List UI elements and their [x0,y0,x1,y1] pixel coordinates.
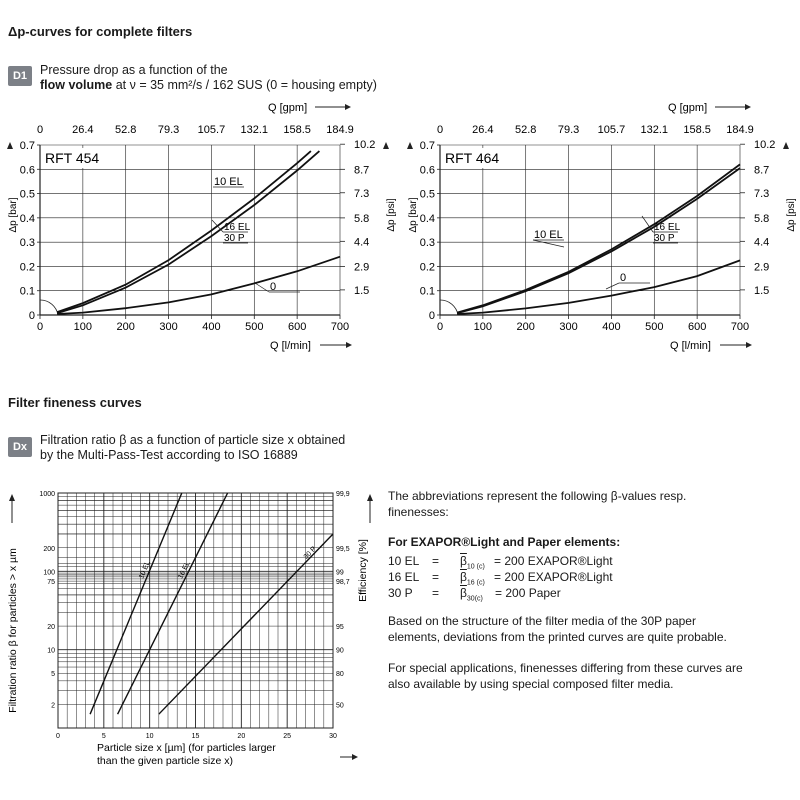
y-tick-label: 0.1 [419,285,435,298]
y-tick-label: 0 [428,310,435,322]
y-axis-label: Δp [bar] [408,197,419,233]
right-tick-label: 10.2 [754,139,776,152]
top-tick-label: 0 [36,124,44,136]
top-axis-arrow-head [345,104,351,110]
x-axis-arrow-head [352,754,358,760]
legend-rows [388,553,688,601]
curve-label-10el-text: 10 EL [534,229,563,241]
curve-label-0 [606,272,650,289]
top-tick-label: 105.7 [197,124,226,136]
y-tick-label: 0.3 [19,237,35,250]
curve-label-10el-leader [533,240,564,247]
legend-row [388,569,688,585]
x-axis-label: Q [l/min] [670,340,711,352]
y-tick-label: 0.4 [19,212,35,225]
y-tick-label: 0.6 [19,164,35,177]
legend-note1 [388,613,793,645]
legend-heading: For EXAPOR®Light and Paper elements: [388,535,621,549]
curve-label-0-text: 0 [270,281,277,293]
top-axis-label: Q [gpm] [268,102,308,114]
right-tick-label: 8.7 [754,164,770,177]
y-tick-label: 0.6 [419,164,435,177]
y-tick-label: 0.5 [19,188,35,201]
chart-rft464 [400,95,800,360]
right-axis-arrow-head [383,142,389,149]
top-tick-label: 52.8 [515,124,537,136]
right-tick-label: 2.9 [754,261,770,274]
x-tick-label: 500 [645,321,664,333]
right-tick-label: 90 [336,647,344,655]
dx-subtitle-line2: by the Multi-Pass-Test according to ISO 16889 [40,448,298,462]
x-tick-label: 0 [36,321,44,333]
y-tick-label: 75 [47,579,55,587]
top-tick-label: 158.5 [683,124,711,136]
chart-title: RFT 454 [45,150,100,166]
y-tick-label: 0.3 [419,237,435,250]
right-tick-label: 99 [336,569,344,577]
series-label-16-el: 16 EL [177,560,192,580]
y-tick-label: 0.5 [419,188,435,201]
x-tick-label: 0 [56,733,60,740]
right-tick-label: 5.8 [754,212,770,225]
top-tick-label: 79.3 [157,124,180,136]
right-tick-label: 98,7 [336,579,350,587]
top-tick-label: 79.3 [557,124,580,136]
x-tick-label: 100 [473,321,493,333]
curve-label-16el-30p-text: 16 EL [224,222,251,233]
x-tick-label: 300 [559,321,578,333]
series-line-0 [57,257,340,314]
y-axis-arrow-head [9,494,15,501]
y-tick-label: 100 [43,569,55,577]
top-axis-arrow-head [745,104,751,110]
chart-fineness [0,475,385,790]
y-axis-arrow-head [7,142,13,149]
top-tick-label: 184.9 [726,124,754,136]
legend-beta: $\overline{\beta}_{16 (c)}$ [460,570,485,587]
x-tick-label: 0 [436,321,444,333]
top-tick-label: 105.7 [597,124,626,136]
top-tick-label: 158.5 [283,124,311,136]
legend-value: = 200 EXAPOR®Light [494,554,613,568]
legend-intro-line2: finenesses: [388,505,449,519]
curve-label-10el [533,229,564,247]
badge-dx: Dx [8,437,32,457]
top-tick-label: 26.4 [472,124,494,136]
curve-label-10el [213,176,244,188]
legend-intro [388,488,793,520]
y-axis-label: Filtration ratio β for particles > x µm [7,548,19,713]
curve-label-16el-30p-text: 16 EL [654,222,681,233]
section-title-dp-curves: Δp-curves for complete filters [8,24,193,39]
x-tick-label: 200 [116,321,135,333]
d1-subtitle-rest: at ν = 35 mm²/s / 162 SUS (0 = housing empty) [112,78,377,92]
legend-code: 10 EL [388,554,420,568]
chart-rft454 [0,95,400,360]
y-tick-label: 0 [28,310,35,322]
x-tick-label: 600 [687,321,707,333]
curve-label-10el-text: 10 EL [214,176,243,188]
x-axis-label-line2: than the given particle size x) [97,755,233,767]
right-axis-label: Δp [psi] [386,198,397,232]
x-tick-label: 700 [730,321,750,333]
series-line-0 [457,260,740,314]
dx-subtitle-line1: Filtration ratio β as a function of particle size x obtained [40,433,346,447]
x-axis-arrow-head [746,342,752,348]
d1-subtitle-bold: flow volume [40,78,113,92]
badge-d1: D1 [8,66,32,86]
curve-label-16el-30p-leader [212,220,223,232]
right-tick-label: 1.5 [754,284,770,297]
x-tick-label: 300 [159,321,178,333]
legend-beta: $\overline{\beta}_{30(c)}$ [460,586,483,603]
y-tick-label: 0.2 [419,261,435,274]
legend-note2-line2: also available by using special composed filter media. [388,677,674,691]
series-label-30-p: 30 P [302,545,318,561]
y-tick-label: 0.7 [19,140,35,152]
right-tick-label: 7.3 [754,187,770,200]
x-tick-label: 500 [245,321,264,333]
d1-subtitle [40,63,377,93]
right-tick-label: 4.4 [754,236,770,249]
legend-note1-line1: Based on the structure of the filter media of the 30P paper [388,614,696,628]
y-tick-label: 20 [47,624,55,632]
right-tick-label: 7.3 [354,187,370,200]
dx-subtitle [40,433,345,463]
right-axis-label: Efficiency [%] [357,539,369,602]
right-tick-label: 95 [336,624,344,632]
x-tick-label: 10 [145,733,154,740]
legend-code: 30 P [388,586,413,600]
top-tick-label: 132.1 [240,124,269,136]
legend-intro-line1: The abbreviations represent the following β-values resp. [388,489,687,503]
x-axis-arrow-head [346,342,352,348]
y-tick-label: 2 [51,702,55,710]
curve-label-0 [255,281,300,293]
x-tick-label: 25 [283,733,292,740]
x-tick-label: 20 [237,733,246,740]
right-tick-label: 99,9 [336,491,350,498]
curve-label-16el-30p-text: 30 P [654,233,675,244]
right-tick-label: 50 [336,702,344,710]
section-title-fineness: Filter fineness curves [8,395,142,410]
housing-arc [440,300,458,315]
x-axis-label: Particle size x [µm] (for particles larger [97,742,276,754]
right-tick-label: 99,5 [336,545,350,553]
y-tick-label: 0.7 [419,140,435,152]
legend-equals: = [432,554,440,568]
x-tick-label: 400 [202,321,221,333]
legend-equals: = [432,586,440,600]
x-tick-label: 100 [73,321,93,333]
y-tick-label: 0.1 [19,285,35,298]
legend-note1-line2: elements, deviations from the printed curves are quite probable. [388,630,727,644]
right-axis-arrow-head [783,142,789,149]
legend-note2 [388,660,793,692]
x-tick-label: 600 [287,321,307,333]
x-tick-label: 700 [330,321,350,333]
right-axis-arrow-head [367,494,373,501]
top-tick-label: 26.4 [72,124,94,136]
right-axis-label: Δp [psi] [786,198,797,232]
y-tick-label: 0.4 [419,212,435,225]
x-axis-label: Q [l/min] [270,340,311,352]
y-tick-label: 200 [43,545,55,553]
right-tick-label: 10.2 [354,139,376,152]
legend-code: 16 EL [388,570,420,584]
x-tick-label: 30 [329,733,337,740]
right-tick-label: 1.5 [354,284,370,297]
right-tick-label: 4.4 [354,236,370,249]
x-tick-label: 5 [101,733,106,740]
x-tick-label: 15 [191,733,200,740]
y-axis-label: Δp [bar] [8,197,19,233]
legend-row [388,553,688,569]
right-tick-label: 2.9 [354,261,370,274]
chart-title: RFT 464 [445,150,500,166]
legend-beta: $\overline{\beta}_{10 (c)}$ [460,554,485,571]
x-tick-label: 200 [516,321,535,333]
right-tick-label: 8.7 [354,164,370,177]
y-tick-label: 10 [47,647,55,655]
top-tick-label: 0 [436,124,444,136]
series-label-10-el: 10 EL [138,560,152,580]
top-axis-label: Q [gpm] [668,102,708,114]
legend-note2-line1: For special applications, finenesses differing from these curves are [388,661,743,675]
legend-value: = 200 Paper [495,586,561,600]
top-tick-label: 132.1 [640,124,669,136]
y-axis-arrow-head [407,142,413,149]
y-tick-label: 0.2 [19,261,35,274]
curve-label-0-text: 0 [620,272,627,284]
top-tick-label: 52.8 [115,124,137,136]
top-tick-label: 184.9 [326,124,354,136]
series-line-16-el-30-p [457,168,740,313]
right-tick-label: 5.8 [354,212,370,225]
y-tick-label: 1000 [39,491,55,498]
x-tick-label: 400 [602,321,621,333]
series-line-10-el [457,164,740,312]
right-tick-label: 80 [336,671,344,679]
legend-equals: = [432,570,440,584]
d1-subtitle-line1: Pressure drop as a function of the [40,63,228,77]
curve-label-16el-30p-text: 30 P [224,233,245,244]
legend-value: = 200 EXAPOR®Light [494,570,613,584]
y-tick-label: 5 [51,671,55,679]
d1-subtitle-line2 [40,78,377,93]
housing-arc [40,300,58,315]
curve-label-0-leader [606,283,619,289]
series-line-16-el-30-p [57,151,319,313]
legend-row [388,585,688,601]
